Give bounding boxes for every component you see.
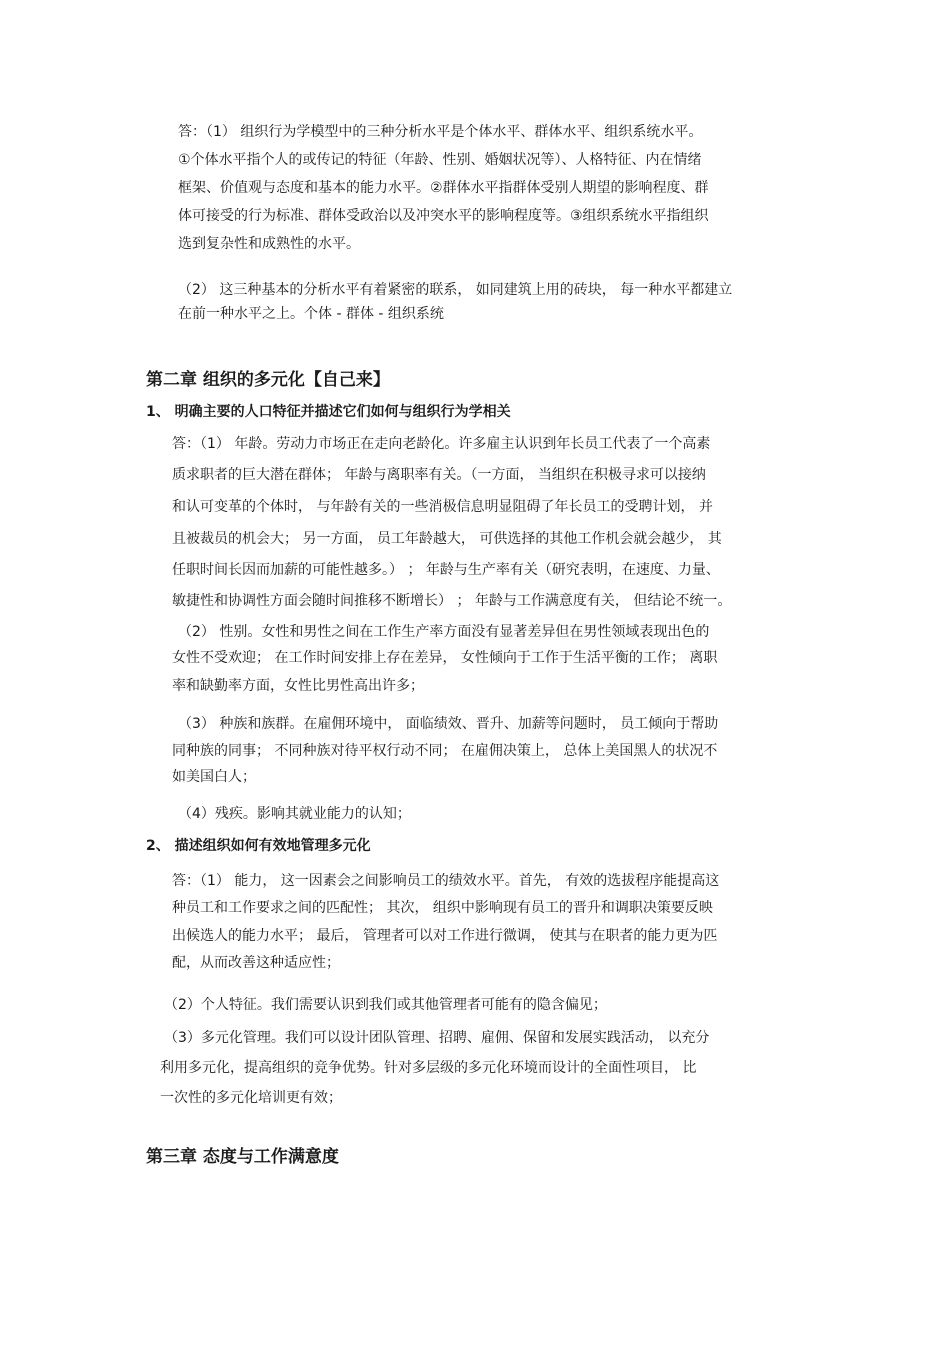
- question-title: 1、 明确主要的人口特征并描述它们如何与组织行为学相关: [146, 404, 511, 420]
- paragraph-line: （2） 这三种基本的分析水平有着紧密的联系， 如同建筑上用的砖块， 每一种水平都建立: [178, 282, 733, 298]
- question-title: 2、 描述组织如何有效地管理多元化: [146, 838, 371, 854]
- paragraph-line: ①个体水平指个人的或传记的特征（年龄、性别、婚姻状况等）、人格特征、内在情绪: [178, 152, 702, 168]
- paragraph-line: 出候选人的能力水平； 最后， 管理者可以对工作进行微调， 使其与在职者的能力更为匹: [172, 928, 718, 944]
- paragraph-line: 答：（1） 组织行为学模型中的三种分析水平是个体水平、群体水平、组织系统水平。: [178, 124, 703, 140]
- paragraph-line: 和认可变革的个体时， 与年龄有关的一些消极信息明显阻碍了年长员工的受聘计划， 并: [172, 499, 713, 515]
- paragraph-line: （4）残疾。影响其就业能力的认知；: [178, 806, 411, 822]
- paragraph-line: 质求职者的巨大潜在群体； 年龄与离职率有关。（一方面， 当组织在积极寻求可以接纳: [172, 467, 706, 483]
- paragraph-line: 如美国白人；: [172, 769, 256, 785]
- paragraph-line: 配，从而改善这种适应性；: [172, 955, 340, 971]
- paragraph-line: 率和缺勤率方面，女性比男性高出许多；: [172, 678, 424, 694]
- paragraph-line: 一次性的多元化培训更有效；: [160, 1090, 342, 1106]
- paragraph-line: 任职时间长因而加薪的可能性越多。） ； 年龄与生产率有关（研究表明，在速度、力量、: [172, 562, 720, 578]
- paragraph-line: （2） 性别。女性和男性之间在工作生产率方面没有显著差异但在男性领域表现出色的: [178, 624, 710, 640]
- paragraph-line: 答：（1） 年龄。劳动力市场正在走向老龄化。许多雇主认识到年长员工代表了一个高素: [172, 436, 711, 452]
- paragraph-line: 框架、价值观与态度和基本的能力水平。②群体水平指群体受别人期望的影响程度、群: [178, 180, 709, 196]
- paragraph-line: 种员工和工作要求之间的匹配性； 其次， 组织中影响现有员工的晋升和调职决策要反映: [172, 900, 713, 916]
- paragraph-line: 在前一种水平之上。个体 - 群体 - 组织系统: [178, 306, 444, 322]
- paragraph-line: 且被裁员的机会大； 另一方面， 员工年龄越大， 可供选择的其他工作机会就会越少， 其: [172, 531, 722, 547]
- paragraph-line: 答：（1） 能力， 这一因素会之间影响员工的绩效水平。首先， 有效的选拔程序能提高这: [172, 873, 720, 889]
- chapter-title: 第三章 态度与工作满意度: [146, 1147, 339, 1167]
- paragraph-line: 女性不受欢迎； 在工作时间安排上存在差异， 女性倾向于工作于生活平衡的工作； 离职: [172, 650, 718, 666]
- paragraph-line: 同种族的同事； 不同种族对待平权行动不同； 在雇佣决策上， 总体上美国黑人的状况不: [172, 743, 718, 759]
- paragraph-line: 敏捷性和协调性方面会随时间推移不断增长） ； 年龄与工作满意度有关， 但结论不统一。: [172, 593, 732, 609]
- paragraph-line: 利用多元化，提高组织的竞争优势。针对多层级的多元化环境而设计的全面性项目， 比: [160, 1060, 697, 1076]
- chapter-title: 第二章 组织的多元化【自己来】: [146, 370, 390, 390]
- paragraph-line: （3） 种族和族群。在雇佣环境中， 面临绩效、晋升、加薪等问题时， 员工倾向于帮助: [178, 716, 719, 732]
- paragraph-line: （2）个人特征。我们需要认识到我们或其他管理者可能有的隐含偏见；: [164, 997, 607, 1013]
- paragraph-line: 选到复杂性和成熟性的水平。: [178, 236, 360, 252]
- paragraph-line: 体可接受的行为标准、群体受政治以及冲突水平的影响程度等。③组织系统水平指组织: [178, 208, 709, 224]
- paragraph-line: （3）多元化管理。我们可以设计团队管理、招聘、雇佣、保留和发展实践活动， 以充分: [164, 1030, 710, 1046]
